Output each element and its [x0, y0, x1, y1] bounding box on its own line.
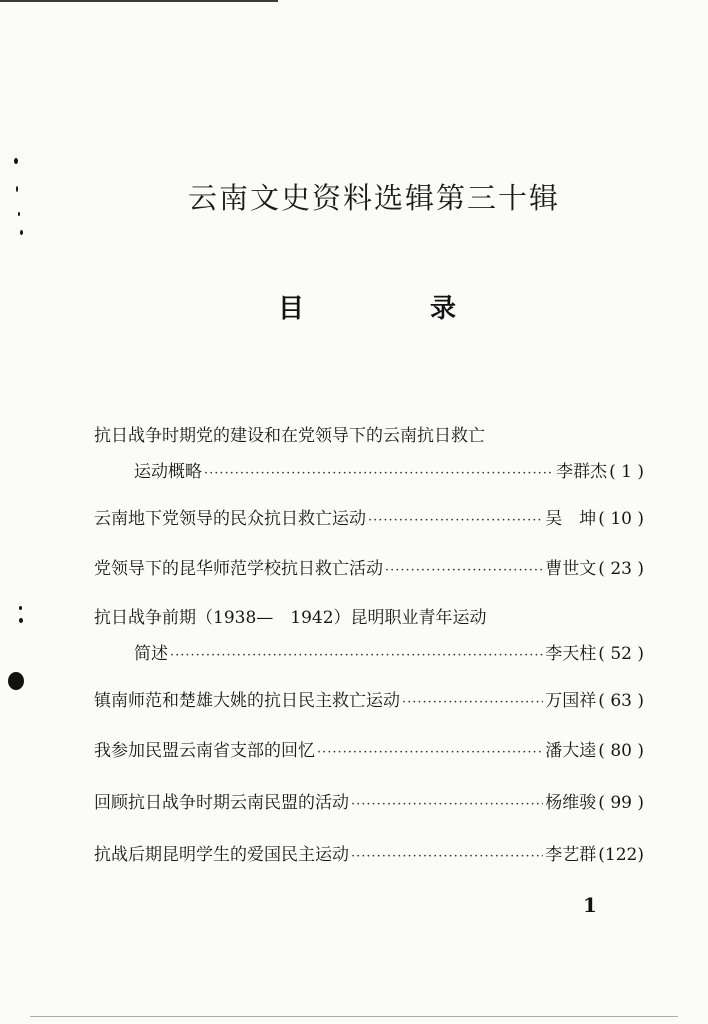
toc-entry-page: ( 23 ) — [598, 559, 644, 579]
toc-entry-page: ( 99 ) — [598, 793, 644, 813]
page-number: 1 — [583, 893, 597, 917]
toc-entry-author: 万国祥 — [545, 691, 597, 711]
scan-speck — [19, 618, 23, 623]
scan-bottom-line — [30, 1016, 678, 1017]
toc-heading — [278, 288, 456, 325]
toc-entry-title-cont: 简述 — [134, 644, 168, 664]
toc-entry-title: 抗战后期昆明学生的爱国民主运动 — [94, 845, 349, 865]
toc-entry[interactable] — [94, 842, 644, 868]
toc-entry-page: (122) — [598, 845, 644, 865]
toc-entry-author: 吴 坤 — [545, 509, 597, 529]
toc-entry-title: 党领导下的昆华师范学校抗日救亡活动 — [94, 559, 383, 579]
scan-speck — [16, 186, 18, 192]
toc-entry[interactable] — [94, 738, 644, 764]
toc-entry-author: 李群杰 — [556, 462, 608, 482]
toc-entry-author: 杨维骏 — [545, 793, 597, 813]
toc-heading-char-1: 目 — [278, 294, 305, 324]
scan-speck — [19, 606, 22, 610]
toc-entry-title: 云南地下党领导的民众抗日救亡运动 — [94, 509, 366, 529]
toc-entry-title: 抗日战争时期党的建设和在党领导下的云南抗日救亡 — [94, 426, 485, 446]
toc-entry-title: 回顾抗日战争时期云南民盟的活动 — [94, 793, 349, 813]
dot-leader — [385, 558, 543, 584]
toc-entry-title: 抗日战争前期（1938— 1942）昆明职业青年运动 — [94, 608, 487, 628]
dot-leader — [170, 643, 543, 669]
toc-entry[interactable] — [94, 423, 644, 485]
toc-entry-page: ( 52 ) — [598, 644, 644, 664]
toc-entry-author: 潘大逵 — [545, 741, 597, 761]
dot-leader — [402, 690, 543, 716]
toc-entry[interactable] — [94, 506, 644, 532]
toc-entry-author: 曹世文 — [545, 559, 597, 579]
toc-heading-char-2: 录 — [430, 294, 457, 324]
scan-edge-line — [0, 0, 278, 2]
toc-entry[interactable] — [94, 556, 644, 582]
toc-entry-title: 我参加民盟云南省支部的回忆 — [94, 741, 315, 761]
dot-leader — [204, 461, 554, 487]
toc-entry[interactable] — [94, 790, 644, 816]
toc-entry[interactable] — [94, 605, 644, 667]
scan-speck — [14, 158, 18, 164]
toc-entry-page: ( 10 ) — [598, 509, 644, 529]
toc-entry-page: ( 63 ) — [598, 691, 644, 711]
dot-leader — [368, 508, 543, 534]
toc-entry-title: 镇南师范和楚雄大姚的抗日民主救亡运动 — [94, 691, 400, 711]
toc-entry-title-cont: 运动概略 — [134, 462, 202, 482]
toc-entry-author: 李天柱 — [545, 644, 597, 664]
toc-entry[interactable] — [94, 688, 644, 714]
scan-speck — [8, 672, 24, 690]
dot-leader — [317, 740, 543, 766]
toc-entry-page: ( 80 ) — [598, 741, 644, 761]
toc-entry-author: 李艺群 — [545, 845, 597, 865]
dot-leader — [351, 792, 543, 818]
toc-entry-page: ( 1 ) — [609, 462, 644, 482]
scan-speck — [20, 230, 23, 235]
dot-leader — [351, 844, 543, 870]
book-title: 云南文史资料选辑第三十辑 — [187, 181, 560, 215]
